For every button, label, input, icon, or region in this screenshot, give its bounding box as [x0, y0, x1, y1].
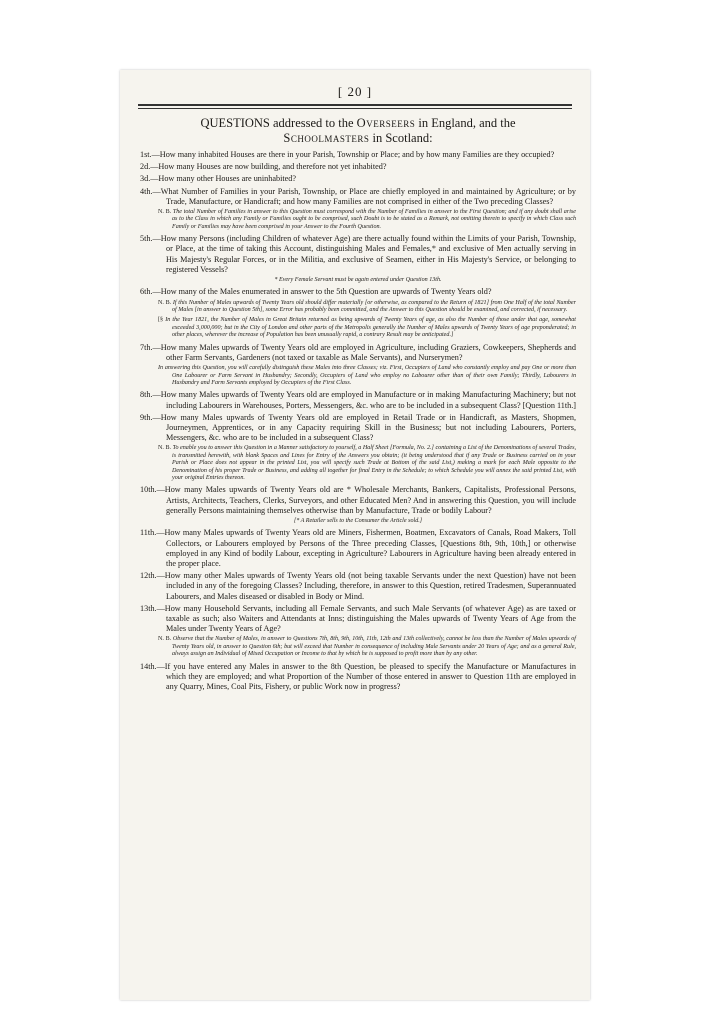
question-2: [140, 162, 576, 172]
question-10: [140, 485, 576, 516]
question-5: [140, 234, 576, 275]
question-number: 8th.: [140, 390, 153, 400]
title-text-2: in England, and the: [418, 116, 516, 130]
question-text: —How many of the Males enumerated in answer to the 5th Question are upwards of Twenty Years old?: [152, 287, 492, 297]
question-number: 14th.: [140, 661, 157, 671]
page-content: [140, 116, 576, 694]
title-overseers: Overseers: [356, 116, 416, 130]
note-text: If this Number of Males upwards of Twenty Years old should differ materially [or otherwise, as compared to the Return of 1821] from One Half of the total Number of Males [in answer to Question 5th], some Error has probably been committed, and the Answer to this Question should be examined, and corrected, if necessary.: [172, 299, 576, 314]
title-text-3: in Scotland:: [372, 131, 433, 145]
note-label: [§: [158, 317, 164, 324]
question-6-note-2: [158, 317, 576, 339]
note-label: N. B.: [158, 299, 172, 306]
document-title: [140, 116, 576, 146]
question-13-note: [158, 636, 576, 658]
header-rule-thin: [138, 108, 572, 109]
question-number: 9th.: [140, 412, 153, 422]
question-text: —How many other Males upwards of Twenty Years old (not being taxable Servants under the next Question) have not been included in any of the foregoing Classes? Including, therefore, in answer to this Question, retired Tradesmen, Superannuated Labourers, and Males diseased or disabled in Body or Mind.: [156, 571, 576, 601]
title-schoolmasters: Schoolmasters: [283, 131, 370, 145]
question-4: [140, 187, 576, 207]
question-text: —How many Household Servants, including all Female Servants, and such Male Servants (of whatever Age) as are taxed or taxable as such; also Waiters and Attendants at Inns; distinguishing the Males upwards of Twenty Years of Age from the Males under Twenty Years of Age?: [156, 603, 576, 634]
question-14: [140, 662, 576, 693]
question-text: —How many other Houses are uninhabited?: [150, 174, 296, 184]
question-5-footnote: * Every Female Servant must be again entered under Question 13th.: [274, 277, 442, 284]
question-number: 12th.: [140, 571, 157, 581]
question-number: 3d.: [140, 174, 151, 184]
question-9: [140, 413, 576, 444]
question-text: —How many Males upwards of Twenty Years old are employed in Agriculture, including Graziers, Cowkeepers, Shepherds and other Farm Servants, Gardeners (not taxed or taxable as Male Servants), and Nurserymen?: [152, 342, 576, 362]
question-text: —How many Persons (including Children of whatever Age) are there actually found within the Limits of your Parish, Township, or Place, at the time of taking this Account, distinguishing Males and Females,* and exclusive of Men actually serving in His Majesty's Regular Forces, or in the Militia, and exclusive of Seamen, either in His Majesty's Service, or belonging to registered Vessels?: [152, 234, 576, 274]
document-page: [120, 70, 590, 1000]
question-text: —How many Males upwards of Twenty Years old are employed in Manufacture or in making Manufacturing Machinery; but not including Labourers in Warehouses, Porters, Messengers, &c. who are to be included in a subsequent Class? [Question 11th.]: [152, 390, 576, 410]
question-text: —How many inhabited Houses are there in your Parish, Township or Place; and by how many Families are they occupied?: [151, 150, 555, 159]
question-number: 5th.: [140, 234, 153, 244]
question-text: —How many Males upwards of Twenty Years old are employed in Retail Trade or in Handicraft, as Masters, Shopmen, Journeymen, Apprentices, or in any Capacity requiring Skill in the Business; but not including Labourers, Porters, Messengers, &c. who are to be included in a subsequent Class?: [152, 412, 576, 443]
question-11: [140, 528, 576, 569]
note-label: N. B.: [158, 209, 172, 216]
note-label: N. B.: [158, 636, 172, 643]
page-number: [ 20 ]: [337, 84, 373, 99]
question-6: [140, 287, 576, 297]
question-12: [140, 571, 576, 602]
question-text: —What Number of Families in your Parish, Township, or Place are chiefly employed in and maintained by Agriculture; or by Trade, Manufacture, or Handicraft; and how many Families are not comprised in either of the Two preceding Classes?: [152, 186, 576, 206]
note-text: Observe that the Number of Males, in answer to Questions 7th, 8th, 9th, 10th, 11th, 12th and 13th collectively, cannot be less than the Number of Males upwards of Twenty Years old, in answer to Question 6th; but will exceed that Number in consequence of including Male Servants under 20 Years of Age; and as a general Rule, always assign an Individual of Mixed Occupation or Income to that by which he is supposed to profit more than by any other.: [172, 636, 576, 658]
note-text: In the Year 1821, the Number of Males in Great Britain returned as being upwards of Twenty Years of age, as also the Number of those under that age, somewhat exceeded 3,000,000; but in the City of London and other parts of the Metropolis generally the Number of Males upwards of Twenty Years of age preponderated; in other places, wherever the increase of Population has been unusually rapid, a contrary Result may be anticipated.]: [165, 317, 576, 339]
question-9-note: [158, 445, 576, 482]
question-number: 1st.: [140, 150, 152, 159]
question-text: —If you have entered any Males in answer to the 8th Question, be pleased to specify the Manufacture or Manufactures in which they are employed; and what Proportion of the Number of those entered in answer to Question 11th are employed in any Quarry, Mines, Coal Pits, Fishery, or public Work now in progress?: [156, 661, 576, 692]
question-text: —How many Males upwards of Twenty Years old are * Wholesale Merchants, Bankers, Capitalists, Professional Persons, Artists, Architects, Teachers, Clerks, Surveyors, and other Educated Men? And in answering this Question, you will include generally Persons maintaining themselves otherwise than by Manufacture, Trade or bodily Labour?: [156, 485, 576, 515]
question-6-note: [158, 300, 576, 315]
note-text: The total Number of Families in answer to this Question must correspond with the Number of Families in answer to the First Question; and if any doubt shall arise as to the Class in which any Family or Families ought to be comprised, such Doubt is to be stated as a Remark, not omitting therein to specify in which Class such Family or Families may have been comprised in your Answer to the Fourth Question.: [172, 209, 576, 230]
question-number: 7th.: [140, 342, 153, 352]
question-number: 4th.: [140, 186, 153, 196]
question-1: [140, 150, 576, 160]
note-label: N. B.: [158, 445, 172, 452]
question-7-note: [158, 365, 576, 387]
question-number: 6th.: [140, 287, 153, 297]
question-10-footnote: [* A Retailer sells to the Consumer the Article sold.]: [293, 517, 423, 524]
question-4-note: [158, 209, 576, 231]
question-8: [140, 390, 576, 410]
question-number: 11th.: [140, 528, 157, 538]
question-number: 2d.: [140, 162, 151, 172]
question-number: 13th.: [140, 603, 157, 613]
title-text: QUESTIONS addressed to the: [200, 116, 354, 130]
note-text: To enable you to answer this Question in a Manner satisfactory to yourself, a Half Sheet [Formula, No. 2.] containing a List of the Denominations of several Trades, is transmitted herewith, with blank Spaces and Lines for Entry of the Answers you obtain; (it being understood that if any Trade or Business carried on in your Parish or Place does not appear in the printed List, you will specify such Trade at Bottom of the said List,) making a mark for each Male opposite to the Denomination of his proper Trade or Business, and adding all together for final Entry in the Schedule; to which Schedule you will annex the said printed List, with your original Entries thereon.: [172, 445, 576, 481]
question-number: 10th.: [140, 485, 157, 495]
header-rule: [138, 104, 572, 106]
question-13: [140, 604, 576, 635]
question-3: [140, 174, 576, 184]
question-text: —How many Males upwards of Twenty Years old are Miners, Fishermen, Boatmen, Excavators of Canals, Road Makers, Toll Collectors, or Labourers employed by Persons of the Three preceding Classes, [Questions 8th, 9th, 10th,] or otherwise employed in any Kind of bodily Labour, excepting in Agriculture? Labourers in Agriculture having been already entered in the proper place.: [156, 528, 576, 568]
question-text: —How many Houses are now building, and therefore not yet inhabited?: [150, 162, 387, 172]
question-7: [140, 343, 576, 363]
note-text: In answering this Question, you will carefully distinguish these Males into three Classes; viz. First, Occupiers of Land who constantly employ and pay One or more than One Labourer or Farm Servant in Husbandry; Secondly, Occupiers of Land who employ no Labourer other than of their own Family; Thirdly, Labourers in Husbandry and Farm Servants employed by Occupiers of the First Class.: [158, 365, 576, 386]
